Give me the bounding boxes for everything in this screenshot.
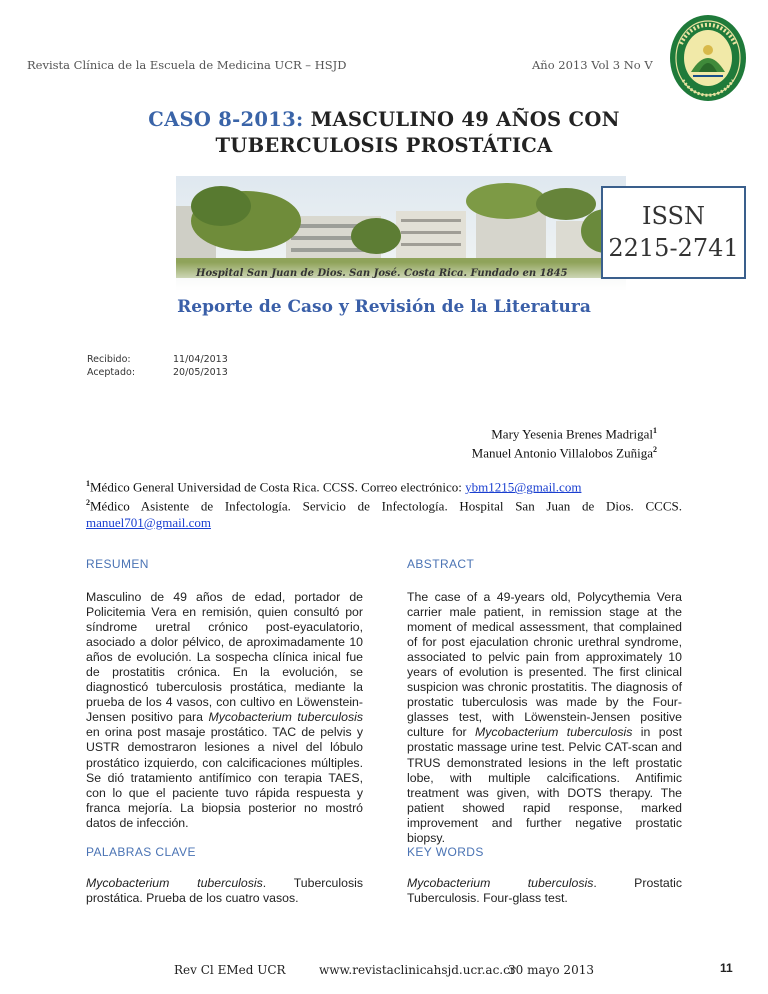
palabras-italic: Mycobacterium tuberculosis	[86, 876, 263, 890]
resumen-text-1: Masculino de 49 años de edad, portador de Policitemia Vera en remisión, quien consultó por síndrome uretral crónico post-eyaculatorio, asociado a dolor pélvico, de aproximadamente 10 años de evolución. La sospecha clínica inical fue de prostatitis crónica. En la evolución, se diagnosticó tuberculosis prostática, mediante la prueba de los 4 vasos, con cultivo en Löwenstein-Jensen positivo para	[86, 590, 363, 725]
palabras-clave-body	[86, 876, 363, 906]
abstract-text-2: in post prostatic massage urine test. Pelvic CAT-scan and TRUS demonstrated lesions in the left prostatic lobe, with multiple calcifications. Antifimic treatment was given, with DOTS therapy. The patient showed rapid response, marked improvement and further negative prostatic biopsy.	[407, 725, 682, 845]
page-number: 11	[720, 961, 733, 975]
journal-running-head: Revista Clínica de la Escuela de Medicina UCR – HSJD	[27, 58, 347, 72]
accepted-date: 20/05/2013	[173, 367, 228, 378]
footer-journal: Rev Cl EMed UCR	[174, 963, 286, 977]
abstract-heading: ABSTRACT	[407, 557, 475, 571]
volume-running-head: Año 2013 Vol 3 No V	[532, 58, 653, 72]
author-2	[472, 442, 657, 461]
accepted-label: Aceptado:	[87, 367, 136, 378]
author-2-sup: 2	[653, 445, 657, 455]
footer-date: 30 mayo 2013	[508, 963, 594, 977]
palabras-clave-heading: PALABRAS CLAVE	[86, 845, 196, 859]
author-1	[472, 423, 657, 442]
abstract-italic: Mycobacterium tuberculosis	[475, 725, 633, 740]
received-date: 11/04/2013	[173, 354, 228, 365]
photo-caption: Hospital San Juan de Dios. San José. Costa Rica. Fundado en 1845	[196, 268, 568, 279]
article-title-line-1	[0, 108, 768, 131]
key-words-heading: KEY WORDS	[407, 845, 484, 859]
affiliation-2-text: Médico Asistente de Infectología. Servicio de Infectología. Hospital San Juan de Dios. CCCS.	[90, 498, 682, 514]
affiliation-2	[86, 495, 682, 530]
dates-values	[173, 353, 228, 379]
resumen-body	[86, 590, 363, 831]
received-label: Recibido:	[87, 354, 131, 365]
issn-label: ISSN	[642, 202, 705, 230]
article-type-heading: Reporte de Caso y Revisión de la Literatura	[177, 297, 591, 317]
resumen-heading: RESUMEN	[86, 557, 149, 571]
key-words-body	[407, 876, 682, 906]
affiliation-1	[86, 476, 682, 495]
dates-labels	[87, 353, 135, 379]
affiliations	[86, 476, 682, 531]
resumen-text-2: en orina post masaje prostático. TAC de pelvis y USTR demostraron lesiones a nivel del lóbulo prostático izquierdo, con calcificaciones múltiples. Se dió tratamiento antifímico con terapia TAES, con lo que el paciente tuvo rápida respuesta y franca mejoría. La biopsia posterior no mostró datos de infección.	[86, 725, 363, 830]
email-link-1[interactable]: ybm1215@gmail.com	[465, 479, 582, 495]
title-text-1: MASCULINO 49 AÑOS CON	[303, 108, 620, 131]
palabras-text: . Tuberculosis prostática. Prueba de los cuatro vasos.	[86, 876, 363, 906]
case-number: CASO 8-2013:	[148, 108, 304, 131]
abstract-text-1: The case of a 49-years old, Polycythemia Vera carrier male patient, in remission stage at the moment of medical assessment, that complained of for post ejaculation chronic urethral syndrome, associated to pelvic pain from approximately 10 years of evolution is presented. The first clinical suspicion was chronic prostatitis. The diagnosis of prostatic tuberculosis was made by the Four-glasses test, with Löwenstein-Jensen positive culture for	[407, 590, 682, 740]
affiliation-1-sup: 1	[86, 479, 90, 488]
university-seal-logo	[669, 14, 747, 102]
keywords-italic: Mycobacterium tuberculosis	[407, 876, 594, 890]
author-2-name: Manuel Antonio Villalobos Zuñiga	[471, 445, 653, 461]
affiliation-2-sup: 2	[86, 498, 90, 508]
keywords-text: . Prostatic Tuberculosis. Four-glass test.	[407, 876, 683, 906]
issn-box	[601, 186, 746, 279]
author-list	[472, 423, 657, 462]
author-1-sup: 1	[653, 426, 657, 435]
email-link-2[interactable]: manuel701@gmail.com	[86, 514, 211, 530]
abstract-body	[407, 590, 682, 846]
footer-url-link[interactable]: www.revistaclinicahsjd.ucr.ac.cr	[319, 963, 516, 977]
article-title-line-2: TUBERCULOSIS PROSTÁTICA	[215, 134, 553, 157]
resumen-italic: Mycobacterium tuberculosis	[208, 710, 363, 725]
author-1-name: Mary Yesenia Brenes Madrigal	[491, 426, 653, 442]
affiliation-1-text: Médico General Universidad de Costa Rica. CCSS. Correo electrónico:	[90, 479, 466, 495]
issn-number: 2215-2741	[608, 234, 739, 262]
